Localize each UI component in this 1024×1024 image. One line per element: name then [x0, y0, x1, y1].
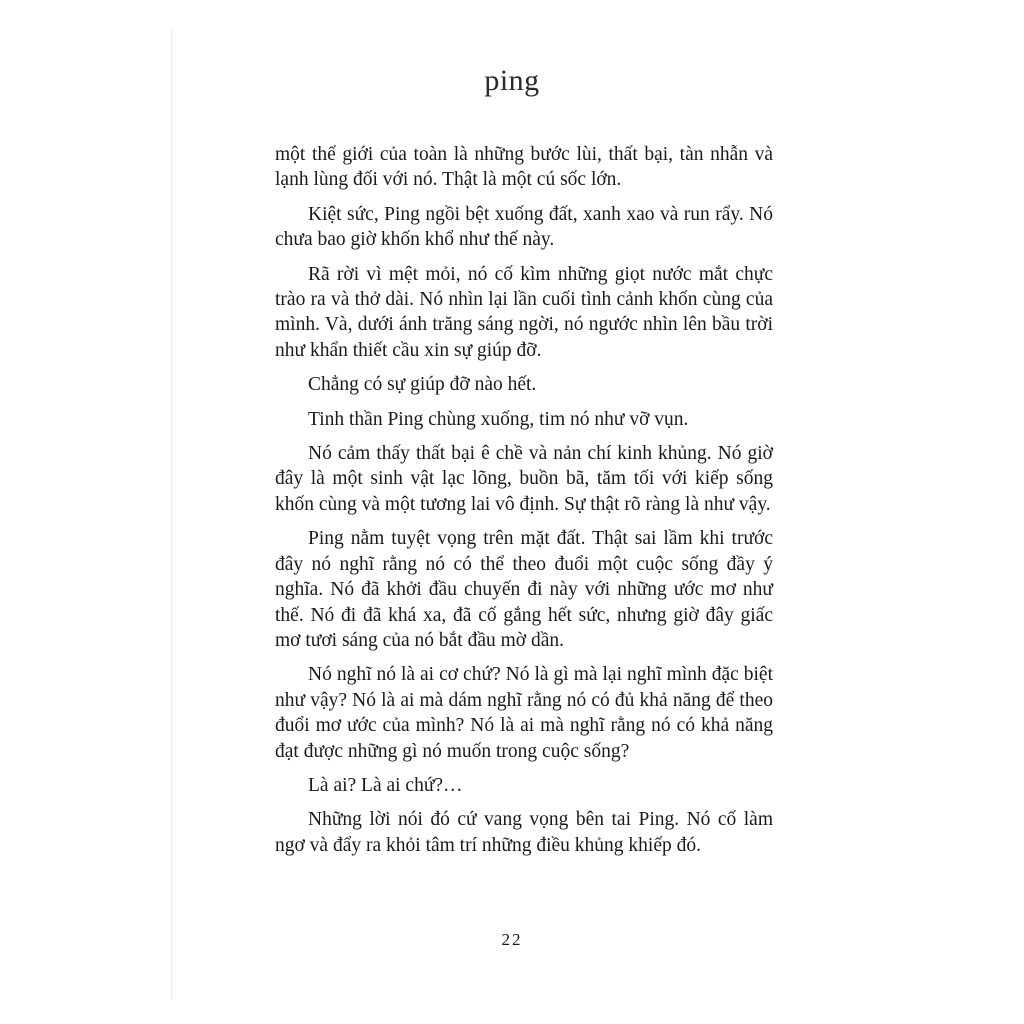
paragraph-10: Những lời nói đó cứ vang vọng bên tai Ping. Nó cố làm ngơ và đẩy ra khỏi tâm trí những điều khủng khiếp đó.	[275, 809, 773, 856]
paragraph-3: Rã rời vì mệt mỏi, nó cố kìm những giọt nước mắt chực trào ra và thở dài. Nó nhìn lại lần cuối tình cảnh khốn cùng của mình. Và, dưới ánh trăng sáng ngời, nó ngước nhìn lên bầu trời như khẩn thiết cầu xin sự giúp đỡ.	[275, 263, 773, 361]
paragraph-5: Tinh thần Ping chùng xuống, tim nó như vỡ vụn.	[308, 408, 689, 430]
paragraph-4: Chẳng có sự giúp đỡ nào hết.	[308, 374, 537, 396]
paragraph-2: Kiệt sức, Ping ngồi bệt xuống đất, xanh xao và run rẩy. Nó chưa bao giờ khốn khổ như thế này.	[275, 203, 773, 251]
paragraph-1: một thế giới của toàn là những bước lùi, thất bại, tàn nhẫn và lạnh lùng đối với nó. Thật là một cú sốc lớn.	[275, 144, 773, 191]
paragraph-6: Nó cảm thấy thất bại ê chề và nản chí kinh khủng. Nó giờ đây là một sinh vật lạc lõng, buồn bã, tăm tối với kiếp sống khốn cùng và một tương lai vô định. Sự thật rõ ràng là như vậy.	[275, 443, 773, 515]
body-text	[275, 142, 773, 867]
paragraph-7: Ping nằm tuyệt vọng trên mặt đất. Thật sai lầm khi trước đây nó nghĩ rằng nó có thể theo đuổi một cuộc sống đầy ý nghĩa. Nó đã khởi đầu chuyến đi này với những ước mơ như thế. Nó đi đã khá xa, đã cố gắng hết sức, nhưng giờ đây giấc mơ tươi sáng của nó bắt đầu mờ dần.	[275, 528, 773, 651]
page-edge-divider	[171, 28, 172, 1000]
paragraph-8: Nó nghĩ nó là ai cơ chứ? Nó là gì mà lại nghĩ mình đặc biệt như vậy? Nó là ai mà dám nghĩ rằng nó có đủ khả năng để theo đuổi mơ ước của mình? Nó là ai mà nghĩ rằng nó có khả năng đạt được những gì nó muốn trong cuộc sống?	[275, 664, 773, 762]
page-number: 22	[501, 930, 523, 949]
paragraph-9: Là ai? Là ai chứ?…	[308, 774, 463, 796]
running-header-title: ping	[484, 64, 540, 97]
